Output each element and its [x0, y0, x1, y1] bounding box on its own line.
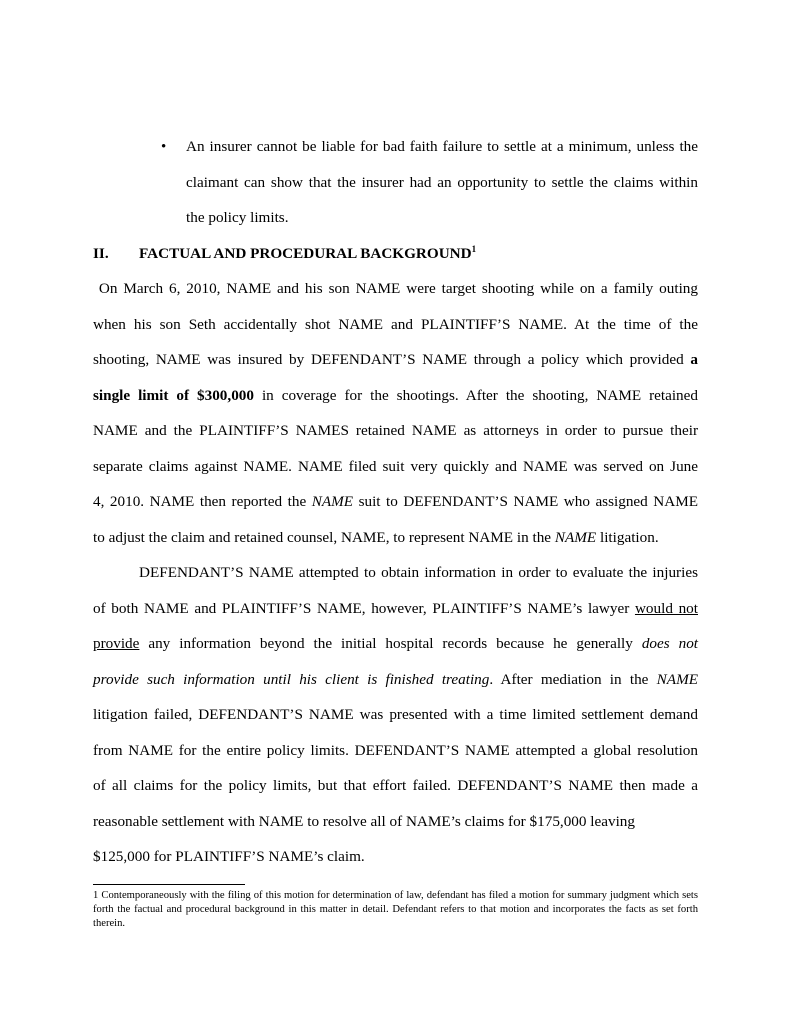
paragraph-2-line-4: provide such information until his client is finished treating. After mediation in the NAME [93, 671, 698, 688]
paragraph-1-line-8: to adjust the claim and retained counsel, NAME, to represent NAME in the NAME litigation. [93, 529, 659, 546]
paragraph-2-line-5: litigation failed, DEFENDANT’S NAME was presented with a time limited settlement demand [93, 706, 698, 723]
paragraph-1-line-2: when his son Seth accidentally shot NAME and PLAINTIFF’S NAME. At the time of the [93, 316, 698, 333]
paragraph-2-line-7: of all claims for the policy limits, but that effort failed. DEFENDANT’S NAME then made a [93, 777, 698, 794]
paragraph-1-line-1: On March 6, 2010, NAME and his son NAME were target shooting while on a family outing [93, 280, 698, 297]
paragraph-1-line-5: NAME and the PLAINTIFF’S NAMES retained NAME as attorneys in order to pursue their [93, 422, 698, 439]
paragraph-2-line-9: $125,000 for PLAINTIFF’S NAME’s claim. [93, 848, 365, 865]
bullet-line-1: An insurer cannot be liable for bad faith failure to settle at a minimum, unless the [186, 138, 698, 155]
footnote-reference: 1 [471, 244, 477, 254]
paragraph-1-line-4: single limit of $300,000 in coverage for the shootings. After the shooting, NAME retained [93, 387, 698, 404]
paragraph-2-line-6: from NAME for the entire policy limits. DEFENDANT’S NAME attempted a global resolution [93, 742, 698, 759]
paragraph-2-line-8: reasonable settlement with NAME to resolve all of NAME’s claims for $175,000 leaving [93, 813, 635, 830]
paragraph-1-line-3: shooting, NAME was insured by DEFENDANT’S NAME through a policy which provided a [93, 351, 699, 368]
footnote-text: 1 Contemporaneously with the filing of this motion for determination of law, defendant has filed a motion for summary judgment which sets forth the factual and procedural background in this matter in detail. Defendant refers to that motion and incorporates the facts as set forth therein. [93, 890, 698, 929]
bullet-line-2: claimant can show that the insurer had an opportunity to settle the claims within [186, 174, 698, 191]
footnote-separator [93, 884, 245, 885]
section-title: FACTUAL AND PROCEDURAL BACKGROUND [139, 245, 472, 262]
bullet-symbol: • [161, 139, 167, 155]
paragraph-2-line-1: DEFENDANT’S NAME attempted to obtain information in order to evaluate the injuries [139, 564, 698, 581]
paragraph-2-line-2: of both NAME and PLAINTIFF’S NAME, however, PLAINTIFF’S NAME’s lawyer would not [93, 600, 698, 617]
policy-limit-text: single limit of $300,000 [93, 387, 254, 404]
section-number: II. [93, 245, 109, 262]
section-heading [93, 245, 476, 263]
paragraph-2-line-3: provide any information beyond the initial hospital records because he generally does not [93, 635, 699, 652]
paragraph-1-line-6: separate claims against NAME. NAME filed suit very quickly and NAME was served on June [93, 458, 698, 475]
paragraph-1-line-7: 4, 2010. NAME then reported the NAME suit to DEFENDANT’S NAME who assigned NAME [93, 493, 698, 510]
bullet-line-3: the policy limits. [186, 209, 289, 226]
